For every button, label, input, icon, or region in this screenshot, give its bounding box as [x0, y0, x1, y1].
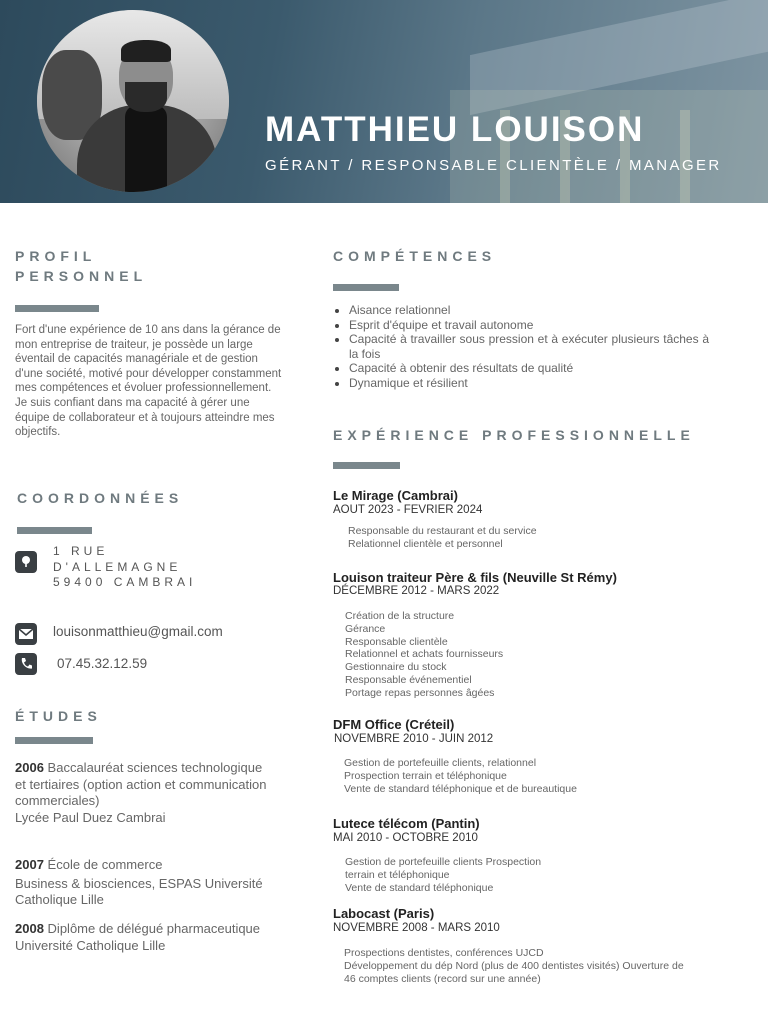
study-school: Lycée Paul Duez Cambrai	[15, 809, 166, 825]
section-divider	[333, 462, 400, 469]
photo-beard	[125, 82, 167, 112]
profile-photo	[37, 10, 229, 192]
job-dates: DÉCEMBRE 2012 - MARS 2022	[333, 585, 500, 597]
study-year: 2008	[15, 921, 44, 936]
job-duty: 46 comptes clients (record sur une année)	[344, 972, 541, 985]
study-school: Business & biosciences, ESPAS Université Catholique Lille	[15, 875, 263, 907]
job-duty: Création de la structure	[345, 610, 455, 622]
candidate-role: GÉRANT / RESPONSABLE CLIENTÈLE / MANAGER	[265, 157, 722, 174]
skills-heading: COMPÉTENCES	[333, 248, 497, 264]
job-description	[345, 610, 503, 700]
map-pin-icon	[15, 551, 37, 573]
job-title: Louison traiteur Père & fils (Neuville St Rémy)	[333, 570, 617, 585]
skill-item: Capacité à travailler sous pression et à exécuter plusieurs tâches à la fois	[333, 332, 709, 361]
job-dates: NOVEMBRE 2008 - MARS 2010	[333, 922, 500, 934]
phone-link[interactable]: 07.45.32.12.59	[57, 656, 148, 671]
job-dates: NOVEMBRE 2010 - JUIN 2012	[334, 733, 494, 745]
job-duty: Responsable clientèle	[345, 635, 448, 648]
job-title: Lutece télécom (Pantin)	[333, 816, 480, 831]
profile-heading-line1: PROFIL	[15, 248, 97, 264]
job-duty: Vente de standard téléphonique et de bureautique	[344, 782, 577, 795]
photo-hair	[121, 40, 171, 62]
envelope-icon	[15, 623, 37, 645]
studies-heading: ÉTUDES	[15, 708, 102, 724]
job-duty: Gestionnaire du stock	[345, 661, 447, 674]
profile-heading-line2: PERSONNEL	[15, 268, 148, 284]
address-line: D'ALLEMAGNE	[53, 559, 182, 574]
study-year: 2007	[15, 857, 44, 872]
study-item	[15, 760, 275, 826]
section-divider	[15, 305, 99, 312]
email-link[interactable]: louisonmatthieu@gmail.com	[53, 624, 223, 639]
profile-text: Fort d'une expérience de 10 ans dans la gérance de mon entreprise de traiteur, je possède un large éventail de capacités managériale et de gestion d'une société, motivé pour développer constamment mes compétences et évoluer professionnellement. Je suis confiant dans ma capacité à gérer une équipe de collaborateur et à toujours atteindre mes objectifs.	[15, 324, 282, 439]
job-dates: AOUT 2023 - FEVRIER 2024	[333, 504, 483, 516]
study-item	[15, 921, 275, 954]
address	[53, 544, 196, 591]
job-description	[345, 856, 541, 894]
job-duty: Relationnel clientèle et personnel	[348, 537, 503, 550]
job-duty: Portage repas personnes âgées	[345, 686, 495, 699]
job-duty: Prospections dentistes, conférences UJCD	[344, 947, 544, 959]
address-line: 59400 CAMBRAI	[53, 575, 197, 589]
section-divider	[15, 737, 93, 744]
profile-heading	[15, 246, 147, 286]
job-duty: terrain et téléphonique	[345, 868, 450, 881]
experience-heading: EXPÉRIENCE PROFESSIONNELLE	[333, 427, 695, 443]
job-duty: Responsable événementiel	[345, 673, 472, 686]
job-title: Labocast (Paris)	[333, 906, 435, 921]
job-duty: Gérance	[345, 622, 386, 635]
section-divider	[17, 527, 92, 534]
skill-item: Dynamique et résilient	[333, 376, 709, 391]
job-title: DFM Office (Créteil)	[333, 717, 455, 732]
study-year: 2006	[15, 760, 44, 775]
section-divider	[333, 284, 399, 291]
study-degree: Baccalauréat sciences technologique et tertiaires (option action et communication commerciales)	[15, 760, 267, 808]
job-duty: Responsable du restaurant et du service	[348, 525, 537, 537]
job-duty: Prospection terrain et téléphonique	[344, 769, 507, 782]
study-degree: École de commerce	[47, 857, 163, 872]
contact-heading: COORDONNÉES	[17, 490, 184, 506]
job-dates: MAI 2010 - OCTOBRE 2010	[333, 832, 478, 844]
job-duty: Relationnel et achats fournisseurs	[345, 648, 504, 661]
job-description	[348, 525, 537, 551]
study-item	[15, 857, 275, 909]
photo-turtleneck	[125, 105, 167, 192]
header-banner	[0, 0, 768, 203]
job-description	[344, 947, 684, 985]
study-school: Université Catholique Lille	[15, 937, 166, 953]
job-duty: Vente de standard téléphonique	[345, 881, 494, 894]
job-title: Le Mirage (Cambrai)	[333, 488, 458, 503]
job-duty: Gestion de portefeuille clients, relationnel	[344, 757, 537, 769]
skill-item: Capacité à obtenir des résultats de qualité	[333, 361, 709, 376]
study-degree: Diplôme de délégué pharmaceutique	[47, 921, 261, 936]
skill-item: Esprit d'équipe et travail autonome	[333, 318, 709, 333]
skill-item: Aisance relationnel	[333, 303, 709, 318]
job-duty: Gestion de portefeuille clients Prospection	[345, 856, 542, 868]
job-description	[344, 757, 577, 795]
job-duty: Développement du dép Nord (plus de 400 dentistes visités) Ouverture de	[344, 959, 684, 972]
phone-icon	[15, 653, 37, 675]
skills-list	[333, 303, 709, 391]
address-line: 1 RUE	[53, 544, 109, 558]
candidate-name: MATTHIEU LOUISON	[265, 110, 645, 149]
